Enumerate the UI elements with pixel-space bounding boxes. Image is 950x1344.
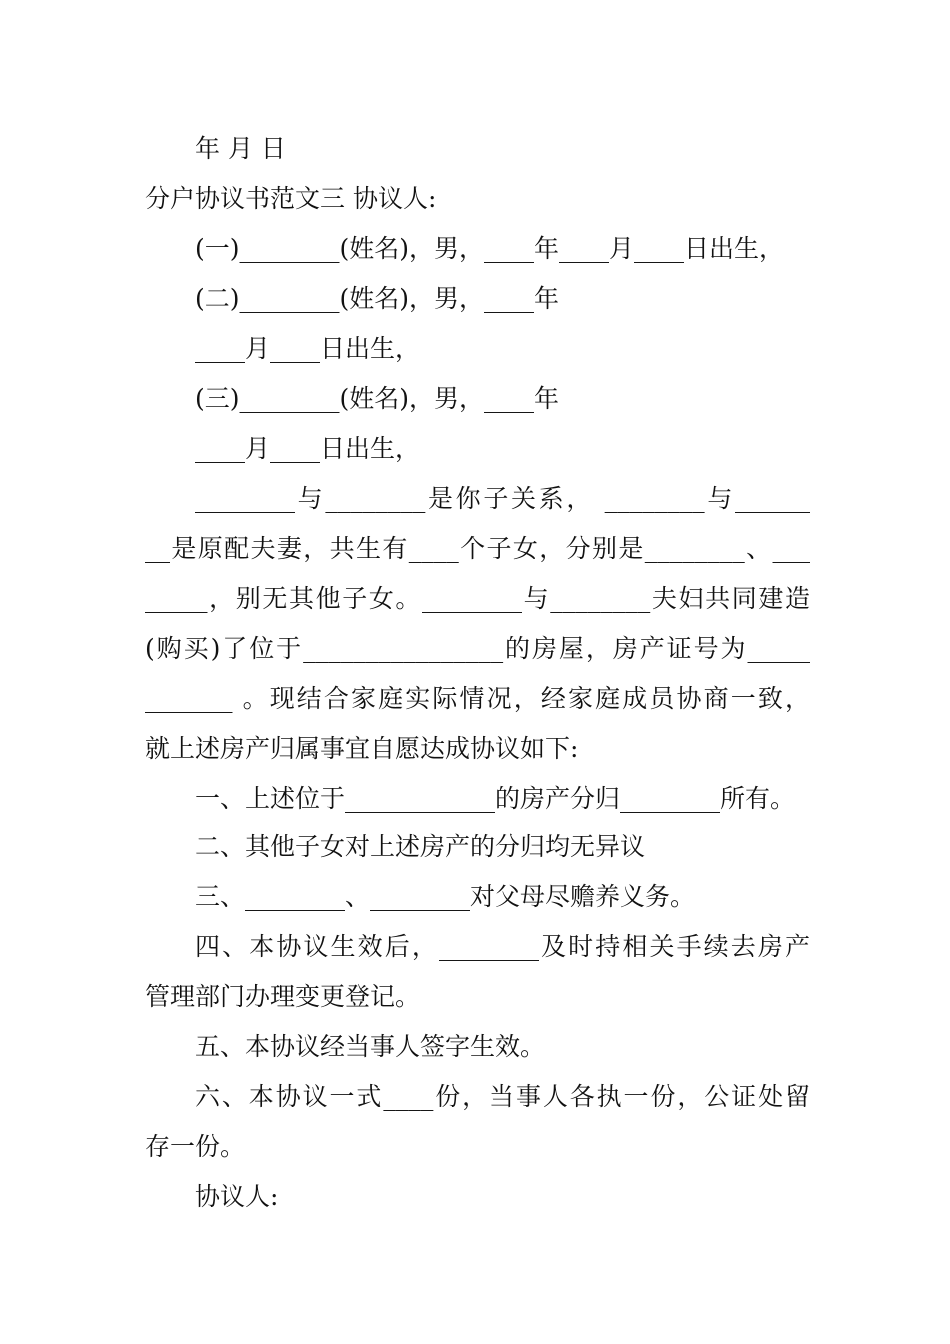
section-heading: 分户协议书范文三 协议人: <box>145 184 437 213</box>
clause-five: 五、本协议经当事人签字生效。 <box>195 1032 546 1061</box>
party-one: (一)________(姓名)，男，____年____月____日出生， <box>195 234 785 263</box>
signature-label: 协议人: <box>195 1182 279 1211</box>
clause-one: 一、上述位于____________的房产分归________所有。 <box>195 784 796 813</box>
paragraph-line: _____，别无其他子女。________与________夫妇共同建造 <box>145 584 810 613</box>
party-three-birth: ____月____日出生， <box>195 434 421 463</box>
party-two: (二)________(姓名)，男，____年 <box>195 284 560 313</box>
clause-six-cont: 存一份。 <box>145 1132 246 1161</box>
clause-two: 二、其他子女对上述房产的分归均无异议 <box>195 832 646 861</box>
paragraph-line: (购买)了位于________________的房屋，房产证号为_____ <box>145 634 810 663</box>
paragraph-line: __是原配夫妻，共生有____个子女，分别是________、___ <box>145 534 810 563</box>
clause-four-cont: 管理部门办理变更登记。 <box>145 982 421 1011</box>
paragraph-line: _______ 。现结合家庭实际情况，经家庭成员协商一致， <box>145 684 810 713</box>
paragraph-line: 就上述房产归属事宜自愿达成协议如下: <box>145 734 579 763</box>
paragraph-line: ________与________是你子关系， ________与______ <box>195 484 810 513</box>
party-three: (三)________(姓名)，男，____年 <box>195 384 560 413</box>
clause-six: 六、本协议一式____份，当事人各执一份，公证处留 <box>195 1082 810 1111</box>
clause-four: 四、本协议生效后，________及时持相关手续去房产 <box>195 932 810 961</box>
clause-three: 三、________、________对父母尽赡养义务。 <box>195 882 696 911</box>
date-line: 年 月 日 <box>195 134 286 163</box>
party-two-birth: ____月____日出生， <box>195 334 421 363</box>
